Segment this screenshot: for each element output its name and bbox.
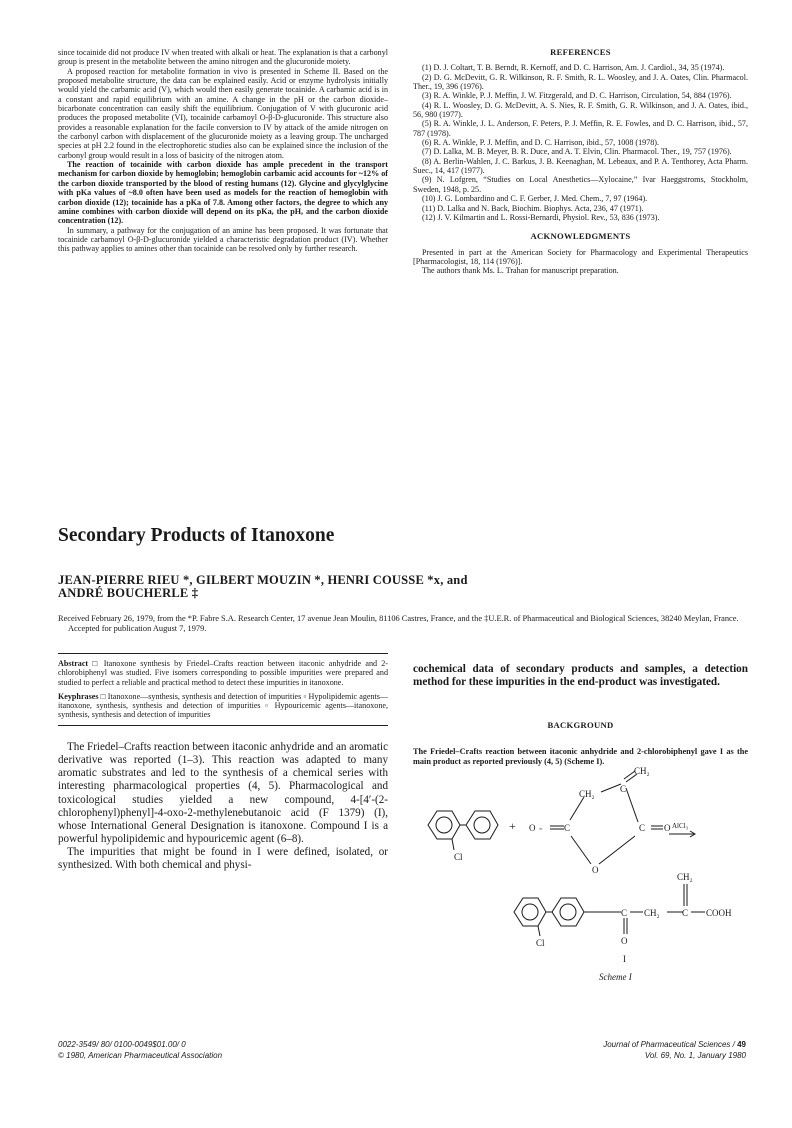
box-icon: □ [100, 691, 106, 701]
abstract-text: Itanoxone synthesis by Friedel–Crafts reaction between itaconic anhydride and 2-chlorobiphenyl was studied. Five isomers corresponding to possible impurities were prepared and studied to perfect a reliable and practical method to detect these impurities in itanoxone. [58, 659, 389, 687]
ring-oxygen-label: O [592, 865, 599, 875]
lead-continued: cochemical data of secondary products and samples, a detection method for these impurities in the end-product was investigated. [413, 663, 748, 689]
chlorine-label: Cl [536, 938, 545, 948]
keyphrases-text: Itanoxone—synthesis, synthesis and detection of impurities ▫ Hypolipidemic agents—itanoxone, synthesis, synthesis and detection of impurities ▫ Hypouricemic agents—itanoxone, synthesis, synthesis and detection of impurities [58, 691, 389, 720]
aromatic-circle [474, 817, 490, 833]
plus-sign: + [509, 819, 516, 833]
carbon-label: C [639, 823, 646, 833]
paragraph: A proposed reaction for metabolite formation in vivo is presented in Scheme II. Based on the proposed metabolite structure, the data can be explained easily. Acid or enzyme hydrolysis initially would yield the carbamic acid (V), which would then easily generate tocainide. A carbamic acid is in a constant and rapid equilibrium with an amine. A change in the pH or the carbon dioxide–bicarbonate concentration can easily shift the equilibrium. Conjugation of V with glucuronic acid produces the proposed metabolite (VI), tocainide carbamoyl O-β-D-glucuronide. This structure also provides a reasonable explanation for the facile conversion to IV by attack of the amide nitrogen on the carbonyl carbon with displacement of the glucuronide moiety as a leaving group. The uncharged species at pH 2.2 found in the electrophoretic studies also can be explained since the inclusion of the carbonyl group would result in a loss of basicity of the nitrogen atom. [58, 66, 388, 160]
acknowledgment-text: The authors thank Ms. L. Trahan for manuscript preparation. [422, 266, 619, 276]
carbon-label: C [682, 908, 689, 918]
footer-right [603, 1040, 746, 1061]
paragraph: The reaction of tocainide with carbon dioxide has ample precedent in the transport mechanism for carbon dioxide by hemoglobin; hemoglobin carbamic acid accounts for ~12% of the carbon dioxide transported by the blood of resting humans (12). Glycine and glycylglycine with pKa values of ~8.0 often have been used as models for the reaction of hemoglobin with carbon dioxide (12); tocainide has a pKa of 7.8. Among other factors, the degree to which any amine combines with carbon dioxide will depend on its pKa, the pH, and the carbon dioxide concentration (12). [58, 160, 388, 226]
carboxyl-label: COOH [706, 908, 732, 918]
double-bond-mark: = [539, 827, 543, 833]
references-column [413, 48, 748, 276]
aromatic-circle [560, 904, 576, 920]
box-icon: □ [92, 659, 100, 668]
footer-left [58, 1040, 222, 1061]
reference-item: (4) R. L. Woosley, D. G. McDevitt, A. S. Nies, R. F. Smith, G. R. Wilkinson, and J. A. Oates, ibid., 56, 980 (1977). [413, 100, 748, 120]
benzene-ring [428, 811, 460, 839]
carbon-label: C [564, 823, 571, 833]
reference-item: (3) R. A. Winkle, P. J. Meffin, J. W. Fitzgerald, and D. C. Harrison, Circulation, 54, 884 (1976). [422, 91, 732, 101]
reference-item: (2) D. G. McDevitt, G. R. Wilkinson, R. F. Smith, R. L. Woosley, and J. A. Oates, Clin. Pharmacol. Ther., 19, 396 (1976). [413, 72, 748, 92]
background-text: The Friedel–Crafts reaction between itaconic anhydride and 2-chlorobiphenyl gave I as the main product as reported previously (4, 5) (Scheme I). [413, 747, 748, 766]
author-list [58, 574, 578, 600]
methylene-label: CH₂ [644, 908, 660, 918]
references-heading: REFERENCES [550, 47, 611, 57]
methylene-label: CH₂ [579, 789, 595, 799]
reagent-label: AlCl₃ [672, 822, 689, 830]
scheme-caption: Scheme I [599, 972, 632, 982]
reference-item: (6) R. A. Winkle, P. J. Meffin, and D. C. Harrison, ibid., 57, 1008 (1978). [422, 138, 660, 148]
paragraph: The Friedel–Crafts reaction between itaconic anhydride and an aromatic derivative was reported (1–3). This reaction was adapted to many aromatic substrates and led to the synthesis of a chemical series with interesting pharmacological properties (4, 5). Pharmacological and toxicological studies yielded a new compound, 4-[4′-(2-chlorophenyl)phenyl]-4-oxo-2-methylenebutanoic acid (F 1379) (I), whose International General Designation is itanoxone. Compound I is a powerful hypolipidemic and hypouricemic agent (6–8). [58, 741, 388, 846]
copyright: © 1980, American Pharmaceutical Association [58, 1050, 223, 1060]
carbon-label: C [620, 784, 627, 794]
left-column-text [58, 48, 388, 254]
paragraph: In summary, a pathway for the conjugation of an amine has been proposed. It was fortunate that tocainide carbamoyl O-β-D-glucuronide yielded a characteristic degradation product (IV). Whether this pathway applies to amines other than tocainide can be resolved only by further research. [58, 225, 388, 254]
oxygen-label: O [664, 823, 671, 833]
background-heading: BACKGROUND [547, 720, 614, 730]
carbon-label: C [621, 908, 628, 918]
reference-list [413, 63, 748, 222]
scheme-diagram [413, 764, 748, 989]
compound-label: I [623, 954, 626, 964]
aromatic-circle [522, 904, 538, 920]
reference-item: (12) J. V. Kilmartin and L. Rossi-Bernardi, Physiol. Rev., 53, 836 (1973). [422, 212, 660, 222]
reference-item: (11) D. Lalka and N. Back, Biochim. Biophys. Acta, 236, 47 (1971). [422, 203, 644, 213]
page-number: 49 [737, 1040, 746, 1049]
article-title: Secondary Products of Itanoxone [58, 525, 335, 546]
received-text: Received February 26, 1979, from the *P. Fabre S.A. Research Center, 17 avenue Jean Moulin, 81106 Castres, France, and the ‡U.E.R. of Pharmaceutical and Biological Sciences, 38240 Meylan, France. [58, 614, 739, 623]
chlorine-label: Cl [454, 852, 463, 862]
abstract-box [58, 653, 388, 726]
volume-info: Vol. 69, No. 1, January 1980 [644, 1050, 746, 1060]
reference-item: (10) J. G. Lombardino and C. F. Gerber, J. Med. Chem., 7, 97 (1964). [422, 194, 648, 204]
keyphrases-label: Keyphrases [58, 691, 99, 701]
benzene-ring [514, 898, 546, 926]
reference-item: (7) D. Lalka, M. B. Meyer, B. R. Duce, and A. T. Elvin, Clin. Pharmacol. Ther., 19, 757 (1976). [422, 147, 732, 157]
authors-line: ANDRÉ BOUCHERLE ‡ [58, 586, 199, 600]
reference-item: (1) D. J. Coltart, T. B. Berndt, R. Kernoff, and D. C. Harrison, Am. J. Cardiol., 34, 35 (1974). [422, 63, 725, 73]
introduction-text [58, 741, 388, 873]
received-note [58, 614, 748, 635]
journal-name: Journal of Pharmaceutical Sciences / [603, 1040, 735, 1049]
issn-code: 0022-3549/ 80/ 0100-0049$01.00/ 0 [58, 1040, 186, 1049]
background-section [413, 721, 748, 736]
authors-line: JEAN-PIERRE RIEU *, GILBERT MOUZIN *, HENRI COUSSE *x, and [58, 573, 468, 587]
paragraph: The impurities that might be found in I were defined, isolated, or synthesized. With both chemical and physi- [58, 846, 388, 872]
reference-item: (8) A. Berlin-Wahlen, J. C. Barkus, J. B. Keenaghan, M. Lebeaux, and P. A. Tenthorey, Acta Pharm. Suec., 14, 417 (1977). [413, 156, 748, 176]
paragraph: since tocainide did not produce IV when treated with alkali or heat. The explanation is that a carbonyl group is present in the metabolite between the amino nitrogen and the glucuronide moiety. [58, 48, 388, 67]
reference-item: (9) N. Lofgren, “Studies on Local Anesthetics—Xylocaine,” Ivar Haeggstroms, Stockholm, Sweden, 1948, p. 25. [413, 175, 748, 194]
methylene-label: CH₂ [677, 872, 693, 882]
acknowledgments-heading: ACKNOWLEDGMENTS [530, 231, 631, 242]
abstract-label: Abstract [58, 659, 89, 668]
methylene-label: CH₂ [634, 766, 650, 776]
oxygen-label: O [621, 936, 628, 946]
accepted-text: Accepted for publication August 7, 1979. [68, 624, 207, 634]
reference-item: (5) R. A. Winkle, J. L. Anderson, F. Peters, P. J. Meffin, R. E. Fowles, and D. C. Harrison, ibid., 57, 787 (1978). [413, 119, 748, 138]
oxygen-label: O [529, 823, 536, 833]
benzene-ring [552, 898, 584, 926]
acknowledgment-text: Presented in part at the American Society for Pharmacology and Experimental Therapeutics [Pharmacologist, 18, 114 (1976)]. [413, 247, 748, 266]
benzene-ring [466, 811, 498, 839]
aromatic-circle [436, 817, 452, 833]
